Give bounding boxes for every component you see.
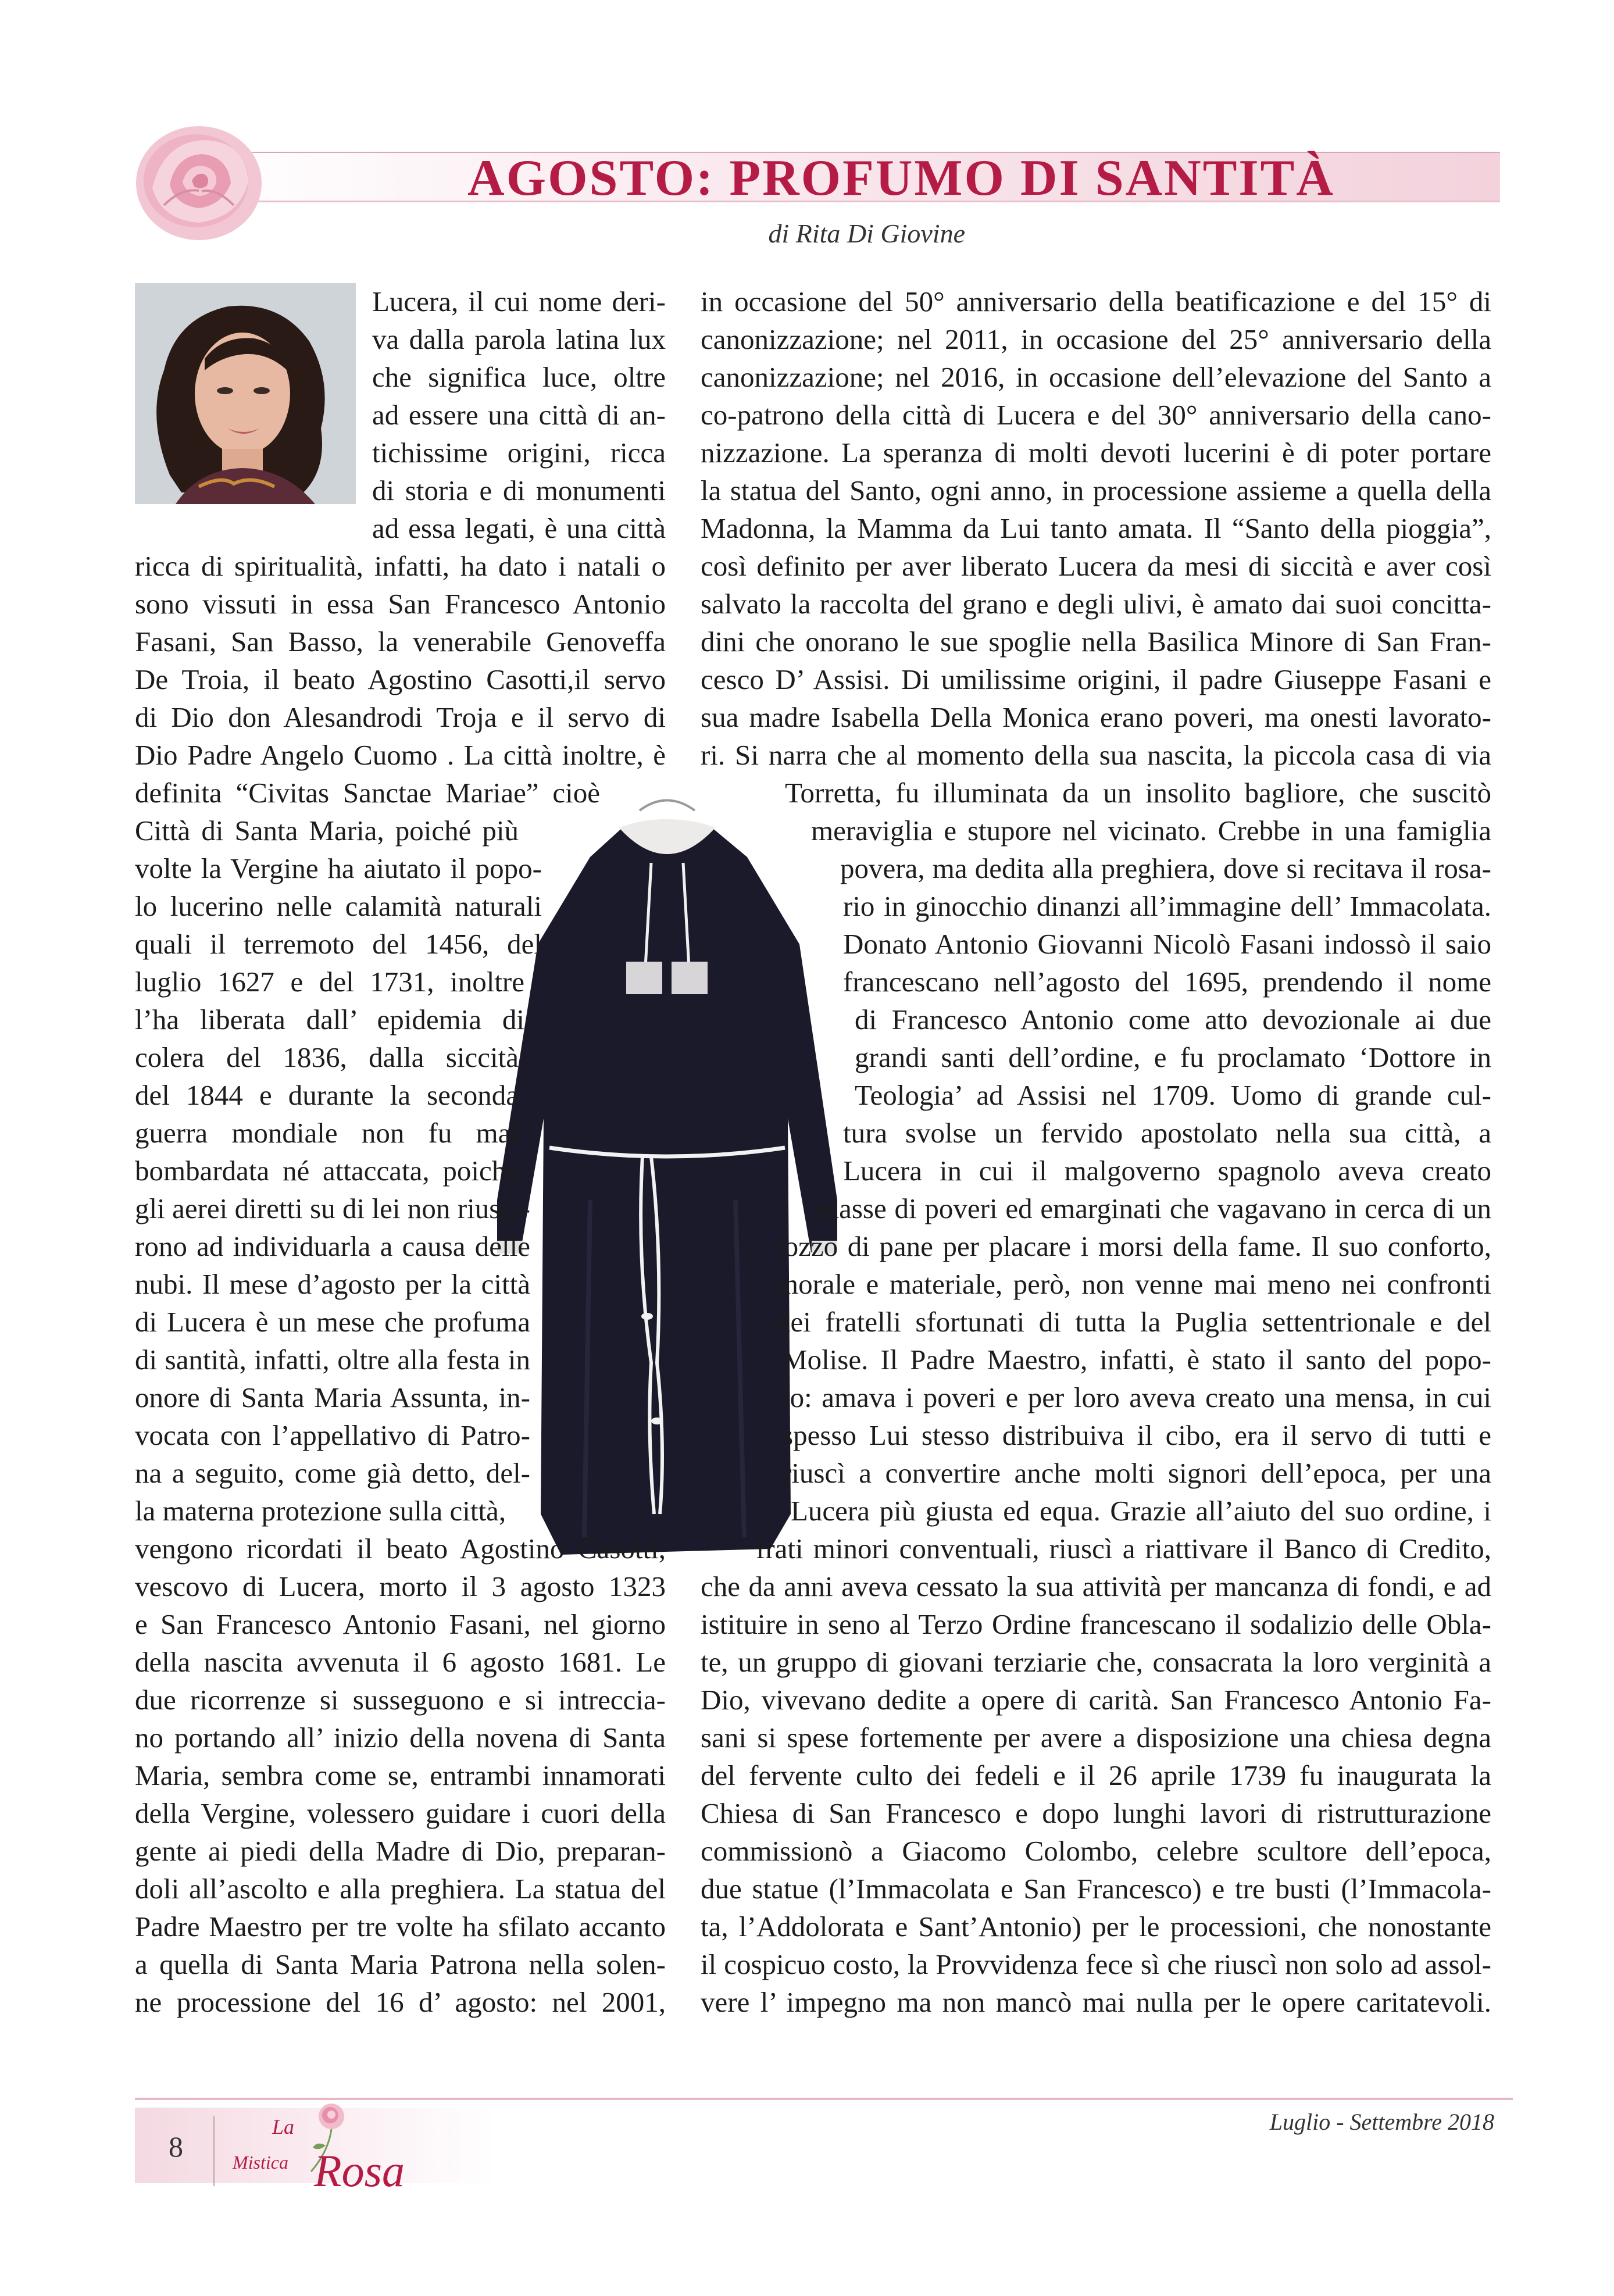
page-number: 8 (169, 2130, 183, 2163)
article-line: il cospicuo costo, la Provvidenza fece sì che riuscì non solo ad assol- (701, 1948, 1491, 1980)
article-line: Fasani, San Basso, la venerabile Genoveffa (135, 626, 666, 658)
article-line: guerra mondiale non fu mai (135, 1117, 519, 1149)
article-line: di Dio don Alesandrodi Troja e il servo di (135, 701, 666, 733)
article-line: Molise. Il Padre Maestro, infatti, è stato il santo del popo- (782, 1344, 1491, 1376)
article-line: na a seguito, come già detto, del- (135, 1457, 530, 1489)
article-line: commissionò a Giacomo Colombo, celebre scultore dell’epoca, (701, 1835, 1491, 1867)
issue-date: Luglio - Settembre 2018 (1269, 2109, 1494, 2135)
article-line: Città di Santa Maria, poiché più (135, 815, 519, 847)
article-line: masse di poveri ed emarginati che vagavano in cerca di un (817, 1192, 1491, 1224)
article-line: ne processione del 16 d’ agosto: nel 2001, (135, 1986, 666, 2018)
article-line: lo: amava i poveri e per loro aveva creato una mensa, in cui (782, 1381, 1491, 1413)
article-line: gli aerei diretti su di lei non riusci- (135, 1192, 530, 1224)
article-line: vengono ricordati il beato Agostino Casotti, (135, 1533, 666, 1565)
article-line: rono ad individuarla a causa delle (135, 1230, 530, 1262)
article-line: a quella di Santa Maria Patrona nella solen- (135, 1948, 666, 1980)
article-line: istituire in seno al Terzo Ordine francescano il sodalizio delle Obla- (701, 1608, 1491, 1640)
article-line: dini che onorano le sue spoglie nella Basilica Minore di San Fran- (701, 626, 1491, 658)
page-title: AGOSTO: PROFUMO DI SANTITÀ (467, 150, 1335, 206)
article-line: morale e materiale, però, non venne mai meno nei confronti (776, 1268, 1491, 1300)
article-line: due ricorrenze si susseguono e si intreccia- (135, 1684, 666, 1716)
article-line: vescovo di Lucera, morto il 3 agosto 1323 (135, 1570, 666, 1602)
article-line: sua madre Isabella Della Monica erano poveri, ma onesti lavorato- (701, 701, 1491, 733)
article-line: sono vissuti in essa San Francesco Antonio (135, 588, 666, 620)
article-line: ricca di spiritualità, infatti, ha dato i natali o (135, 550, 666, 582)
article-line: Lucera più giusta ed equa. Grazie all’aiuto del suo ordine, i (791, 1495, 1491, 1527)
article-line: tura svolse un fervido apostolato nella sua città, a (843, 1117, 1491, 1149)
article-line: del 1844 e durante la seconda (135, 1079, 519, 1111)
article-line: Teologia’ ad Assisi nel 1709. Uomo di grande cul- (855, 1079, 1491, 1111)
article-line: sani si spese fortemente per avere a disposizione una chiesa degna (701, 1722, 1491, 1754)
article-line: di santità, infatti, oltre alla festa in (135, 1344, 530, 1376)
article-line: De Troia, il beato Agostino Casotti,il servo (135, 663, 666, 695)
article-line: due statue (l’Immacolata e San Francesco) e tre busti (l’Immacola- (701, 1873, 1491, 1905)
article-line: di Lucera è un mese che profuma (135, 1306, 530, 1338)
article-line: povera, ma dedita alla preghiera, dove si recitava il rosa- (840, 852, 1491, 884)
article-line: definita “Civitas Sanctae Mariae” cioè (135, 777, 600, 809)
logo-word-mistica: Mistica (233, 2152, 288, 2173)
article-line: del fervente culto dei fedeli e il 26 aprile 1739 fu inaugurata la (701, 1759, 1491, 1791)
article-line: frati minori conventuali, riuscì a riattivare il Banco di Credito, (756, 1533, 1491, 1565)
article-line: Padre Maestro per tre volte ha sfilato accanto (135, 1911, 666, 1943)
article-line: canonizzazione; nel 2016, in occasione dell’elevazione del Santo a (701, 361, 1491, 393)
article-line: Dio Padre Angelo Cuomo . La città inoltre, è (135, 739, 666, 771)
article-line: tichissime origini, ricca (372, 437, 666, 469)
article-line: di storia e di monumenti (372, 474, 666, 506)
article-line: no portando all’ inizio della novena di Santa (135, 1722, 666, 1754)
article-line: l’ha liberata dall’ epidemia di (135, 1004, 524, 1035)
article-line: la materna protezione sulla città, (135, 1495, 506, 1527)
article-line: Madonna, la Mamma da Lui tanto amata. Il “Santo della pioggia”, (701, 512, 1491, 544)
article-line: co-patrono della città di Lucera e del 30° anniversario della cano- (701, 399, 1491, 431)
article-line: te, un gruppo di giovani terziarie che, consacrata la loro verginità a (701, 1646, 1491, 1678)
article-line: di Francesco Antonio come atto devozionale ai due (855, 1004, 1491, 1035)
article-line: nubi. Il mese d’agosto per la città (135, 1268, 530, 1300)
article-line: canonizzazione; nel 2011, in occasione del 25° anniversario della (701, 323, 1491, 355)
article-line: spesso Lui stesso distribuiva il cibo, era il servo di tutti e (782, 1419, 1491, 1451)
article-line: rio in ginocchio dinanzi all’immagine dell’ Immacolata. (843, 890, 1491, 922)
article-line: volte la Vergine ha aiutato il popo- (135, 852, 542, 884)
article-line: Maria, sembra come se, entrambi innamorati (135, 1759, 666, 1791)
article-line: luglio 1627 e del 1731, inoltre (135, 966, 524, 998)
article-line: dei fratelli sfortunati di tutta la Puglia settentrionale e del (776, 1306, 1491, 1338)
article-line: gente ai piedi della Madre di Dio, preparan- (135, 1835, 666, 1867)
article-line: quali il terremoto del 1456, del (135, 928, 542, 960)
article-line: ad essa legati, è una città (372, 512, 666, 544)
article-line: della nascita avvenuta il 6 agosto 1681. Le (135, 1646, 666, 1678)
article-line: che significa luce, oltre (372, 361, 666, 393)
article-line: francescano nell’agosto del 1695, prendendo il nome (843, 966, 1491, 998)
article-line: vocata con l’appellativo di Patro- (135, 1419, 530, 1451)
article-line: cesco D’ Assisi. Di umilissime origini, il padre Giuseppe Fasani e (701, 663, 1491, 695)
article-line: meraviglia e stupore nel vicinato. Crebbe in una famiglia (811, 815, 1491, 847)
article-line: onore di Santa Maria Assunta, in- (135, 1381, 530, 1413)
author-photo (135, 283, 356, 504)
article-line: nizzazione. La speranza di molti devoti lucerini è di poter portare (701, 437, 1491, 469)
article-line: riuscì a convertire anche molti signori dell’epoca, per una (782, 1457, 1491, 1489)
article-line: lo lucerino nelle calamità naturali (135, 890, 542, 922)
article-line: colera del 1836, dalla siccità (135, 1041, 519, 1073)
article-line: Dio, vivevano dedite a opere di carità. San Francesco Antonio Fa- (701, 1684, 1491, 1716)
article-line: vere l’ impegno ma non mancò mai nulla per le opere caritatevoli. (701, 1986, 1491, 2018)
rose-icon (129, 118, 269, 246)
article-line: salvato la raccolta del grano e degli ulivi, è amato dai suoi concitta- (701, 588, 1491, 620)
article-line: grandi santi dell’ordine, e fu proclamato ‘Dottore in (855, 1041, 1491, 1073)
article-line: la statua del Santo, ogni anno, in processione assieme a quella della (701, 474, 1491, 506)
article-line: che da anni aveva cessato la sua attività per mancanza di fondi, e ad (701, 1570, 1491, 1602)
article-line: Lucera, il cui nome deri- (372, 285, 666, 317)
article-line: in occasione del 50° anniversario della beatificazione e del 15° di (701, 285, 1491, 317)
article-line: Chiesa di San Francesco e dopo lunghi lavori di ristrutturazione (701, 1797, 1491, 1829)
article-line: Donato Antonio Giovanni Nicolò Fasani indossò il saio (843, 928, 1491, 960)
article-line: ri. Si narra che al momento della sua nascita, la piccola casa di via (701, 739, 1491, 771)
article-line: tozzo di pane per placare i morsi della fame. Il suo conforto, (776, 1230, 1491, 1262)
article-line: ad essere una città di an- (372, 399, 666, 431)
logo-word-la: La (272, 2115, 295, 2138)
article-line: doli all’ascolto e alla preghiera. La statua del (135, 1873, 666, 1905)
logo-word-rosa: Rosa (314, 2145, 405, 2196)
article-line: ta, l’Addolorata e Sant’Antonio) per le processioni, che nonostante (701, 1911, 1491, 1943)
byline: di Rita Di Giovine (768, 219, 965, 248)
article-line: bombardata né attaccata, poiché (135, 1155, 519, 1187)
article-line: e San Francesco Antonio Fasani, nel giorno (135, 1608, 666, 1640)
article-line: Lucera in cui il malgoverno spagnolo aveva creato (843, 1155, 1491, 1187)
article-line: così definito per aver liberato Lucera da mesi di siccità e aver così (701, 550, 1491, 582)
article-line: della Vergine, volessero guidare i cuori della (135, 1797, 666, 1829)
article-line: Torretta, fu illuminata da un insolito bagliore, che suscitò (785, 777, 1491, 809)
article-line: va dalla parola latina lux (372, 323, 666, 355)
la-mistica-rosa-logo (209, 2099, 500, 2198)
